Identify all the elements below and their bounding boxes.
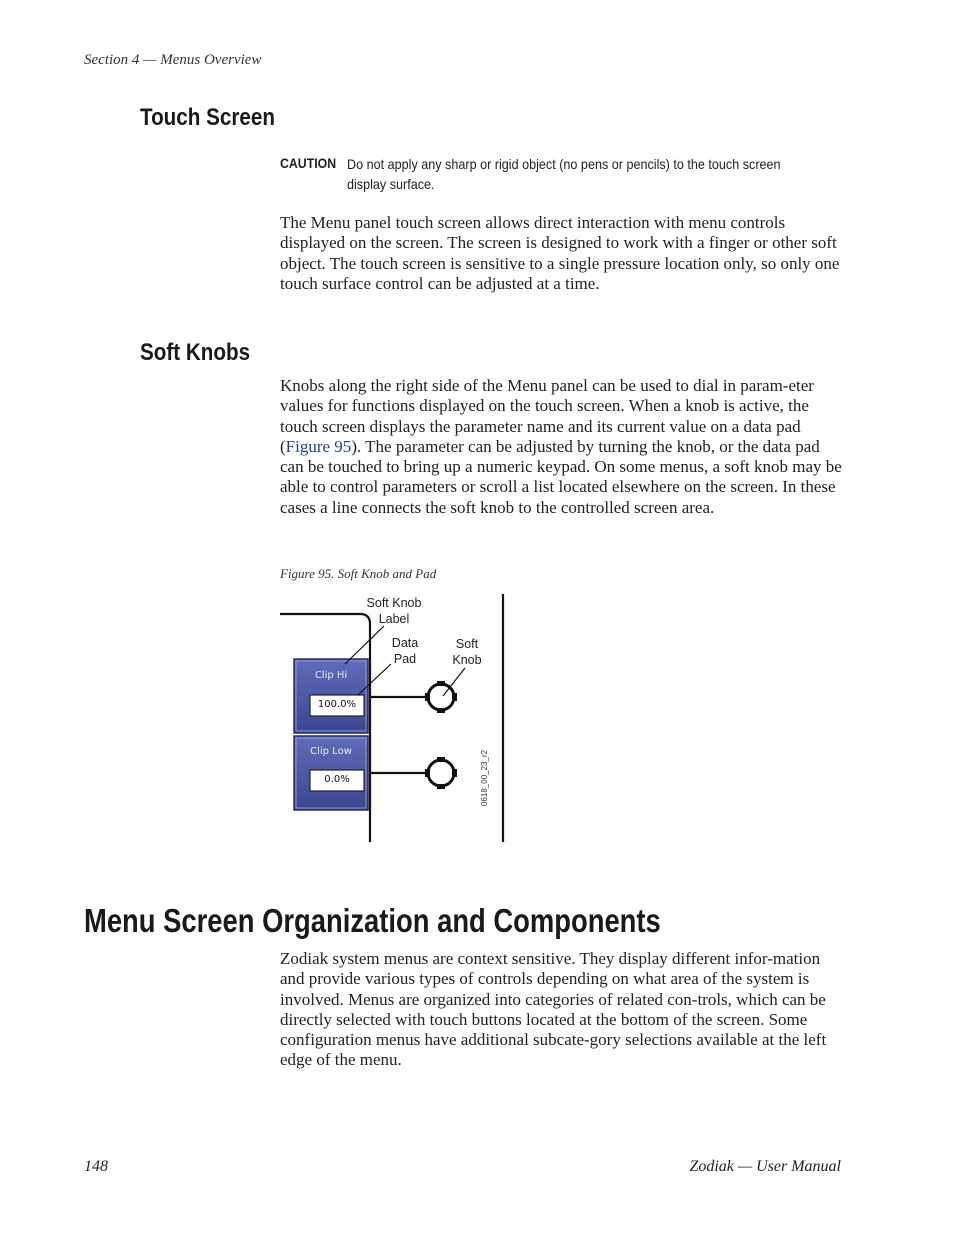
soft-knobs-text-b: ). The parameter can be adjusted by turning the knob, or the data pad can be touched to bring up a numeric keypad. On some menus, a soft knob may be able to control parameters or scroll a list located elsewhere on the screen. In these cases a line connects the soft knob to the controlled screen area. <box>280 436 842 517</box>
pad-1-label[interactable]: Clip Hi <box>314 670 348 681</box>
manual-title: Zodiak — User Manual <box>689 1158 841 1175</box>
pad-2-label[interactable]: Clip Low <box>310 746 352 757</box>
soft-knobs-paragraph <box>280 376 845 518</box>
soft-knob-2 <box>425 757 457 789</box>
menu-screen-paragraph: Zodiak system menus are context sensitive. They display different infor-mation and provide various types of controls depending on what area of the system is involved. Menus are organized into categories of related con-trols, which can be directly selected with touch buttons located at the bottom of the screen. Some configuration menus have additional subcate-gory selections available at the left edge of the menu. <box>280 949 827 1070</box>
soft-knob-callout: Soft Knob <box>452 637 482 667</box>
soft-knobs-text-a: Knobs along the right side of the Menu panel can be used to dial in param-eter values for functions displayed on the touch screen. When a knob is active, the touch screen displays the parameter name and its current value on a data pad ( <box>280 376 814 456</box>
caution-label: CAUTION <box>280 155 337 171</box>
soft-knob-label-callout: Soft Knob Label <box>366 596 422 626</box>
touch-screen-heading: Touch Screen <box>140 104 275 131</box>
soft-knob-diagram <box>270 590 540 850</box>
figure-caption: Figure 95. Soft Knob and Pad <box>280 566 437 581</box>
figure-id: 0618_00_23_r2 <box>480 749 489 806</box>
soft-knobs-heading: Soft Knobs <box>140 339 251 366</box>
figure-95-link[interactable]: Figure 95 <box>285 436 352 456</box>
data-pad-callout: Data Pad <box>391 636 419 666</box>
soft-knob-1 <box>425 681 457 713</box>
running-header: Section 4 — Menus Overview <box>84 52 262 68</box>
caution-text: Do not apply any sharp or rigid object (no pens or pencils) to the touch screen display surface. <box>347 156 781 192</box>
pad-2-value[interactable]: 0.0% <box>324 774 350 785</box>
menu-screen-heading: Menu Screen Organization and Components <box>84 902 661 939</box>
page-number: 148 <box>84 1158 108 1175</box>
pad-1-value[interactable]: 100.0% <box>317 699 357 710</box>
touch-screen-paragraph: The Menu panel touch screen allows direct interaction with menu controls displayed on the screen. The screen is designed to work with a finger or other soft object. The touch screen is sensitive to a single pressure location only, so only one touch surface control can be adjusted at a time. <box>280 213 840 293</box>
soft-knob-figure <box>270 590 540 850</box>
